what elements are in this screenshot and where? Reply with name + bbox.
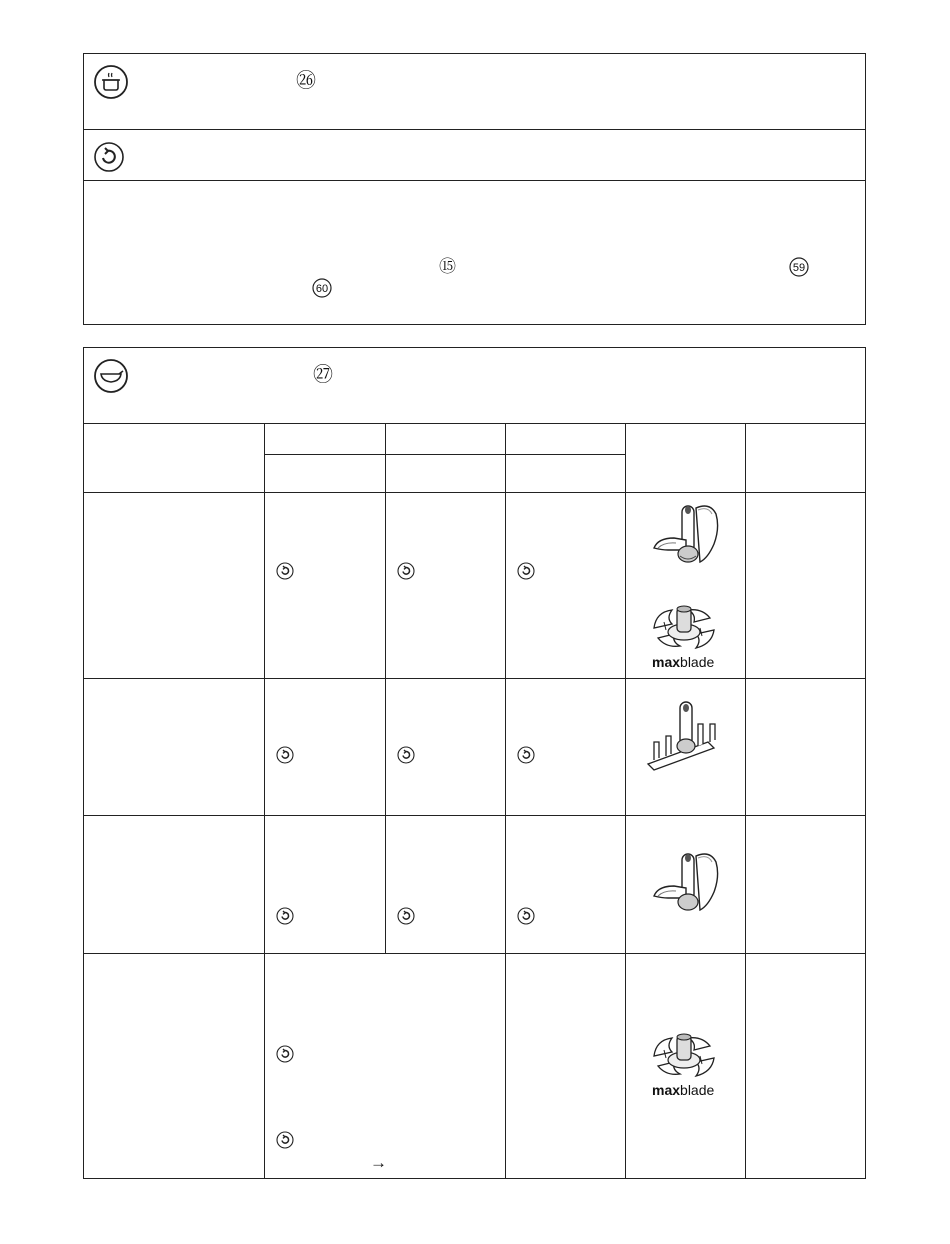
table-row-line: [83, 815, 866, 816]
reverse-rotation-icon: [517, 562, 535, 580]
reverse-rotation-icon: [276, 562, 294, 580]
divider: [83, 129, 866, 130]
maxblade-image: [646, 1030, 722, 1082]
figure-ref-59: [789, 257, 809, 277]
instructions-box: [83, 53, 866, 325]
gravy-boat-icon: [93, 358, 129, 394]
reverse-rotation-icon: [397, 562, 415, 580]
figure-ref-27: ㉗: [313, 364, 333, 386]
figure-ref-60-text: 60: [315, 283, 329, 295]
table-col-line: [505, 423, 506, 1179]
divider: [83, 180, 866, 181]
kneading-hook-image: [646, 500, 724, 568]
figure-ref-26: ㉖: [296, 70, 316, 92]
whisk-image: [640, 698, 726, 772]
table-col-line: [745, 423, 746, 1179]
table-row-line: [83, 678, 866, 679]
figure-ref-15: ⑮: [439, 257, 456, 276]
reverse-rotation-icon: [397, 746, 415, 764]
cooking-pot-icon: [93, 64, 129, 100]
accessory-table: [83, 347, 866, 1179]
table-subheader-line: [264, 454, 626, 455]
table-row-line: [83, 492, 866, 493]
table-row-line: [83, 953, 866, 954]
arrow-right-icon: →: [370, 1153, 387, 1172]
table-col-line: [385, 423, 386, 953]
figure-ref-59-text: 59: [792, 262, 806, 274]
reverse-rotation-icon: [517, 907, 535, 925]
reverse-rotation-icon: [397, 907, 415, 925]
reverse-rotation-icon: [276, 746, 294, 764]
table-col-line: [264, 423, 265, 1179]
maxblade-label: maxblade: [652, 1082, 715, 1098]
reverse-rotation-icon: [276, 1131, 294, 1149]
reverse-rotation-icon: [276, 1045, 294, 1063]
maxblade-label: maxblade: [652, 654, 715, 670]
table-header-top: [83, 423, 866, 424]
figure-ref-60: [312, 278, 332, 298]
kneading-hook-image: [646, 848, 724, 916]
maxblade-image: [646, 602, 722, 654]
reverse-rotation-icon: [93, 141, 125, 173]
reverse-rotation-icon: [517, 746, 535, 764]
reverse-rotation-icon: [276, 907, 294, 925]
table-col-line: [625, 423, 626, 1179]
